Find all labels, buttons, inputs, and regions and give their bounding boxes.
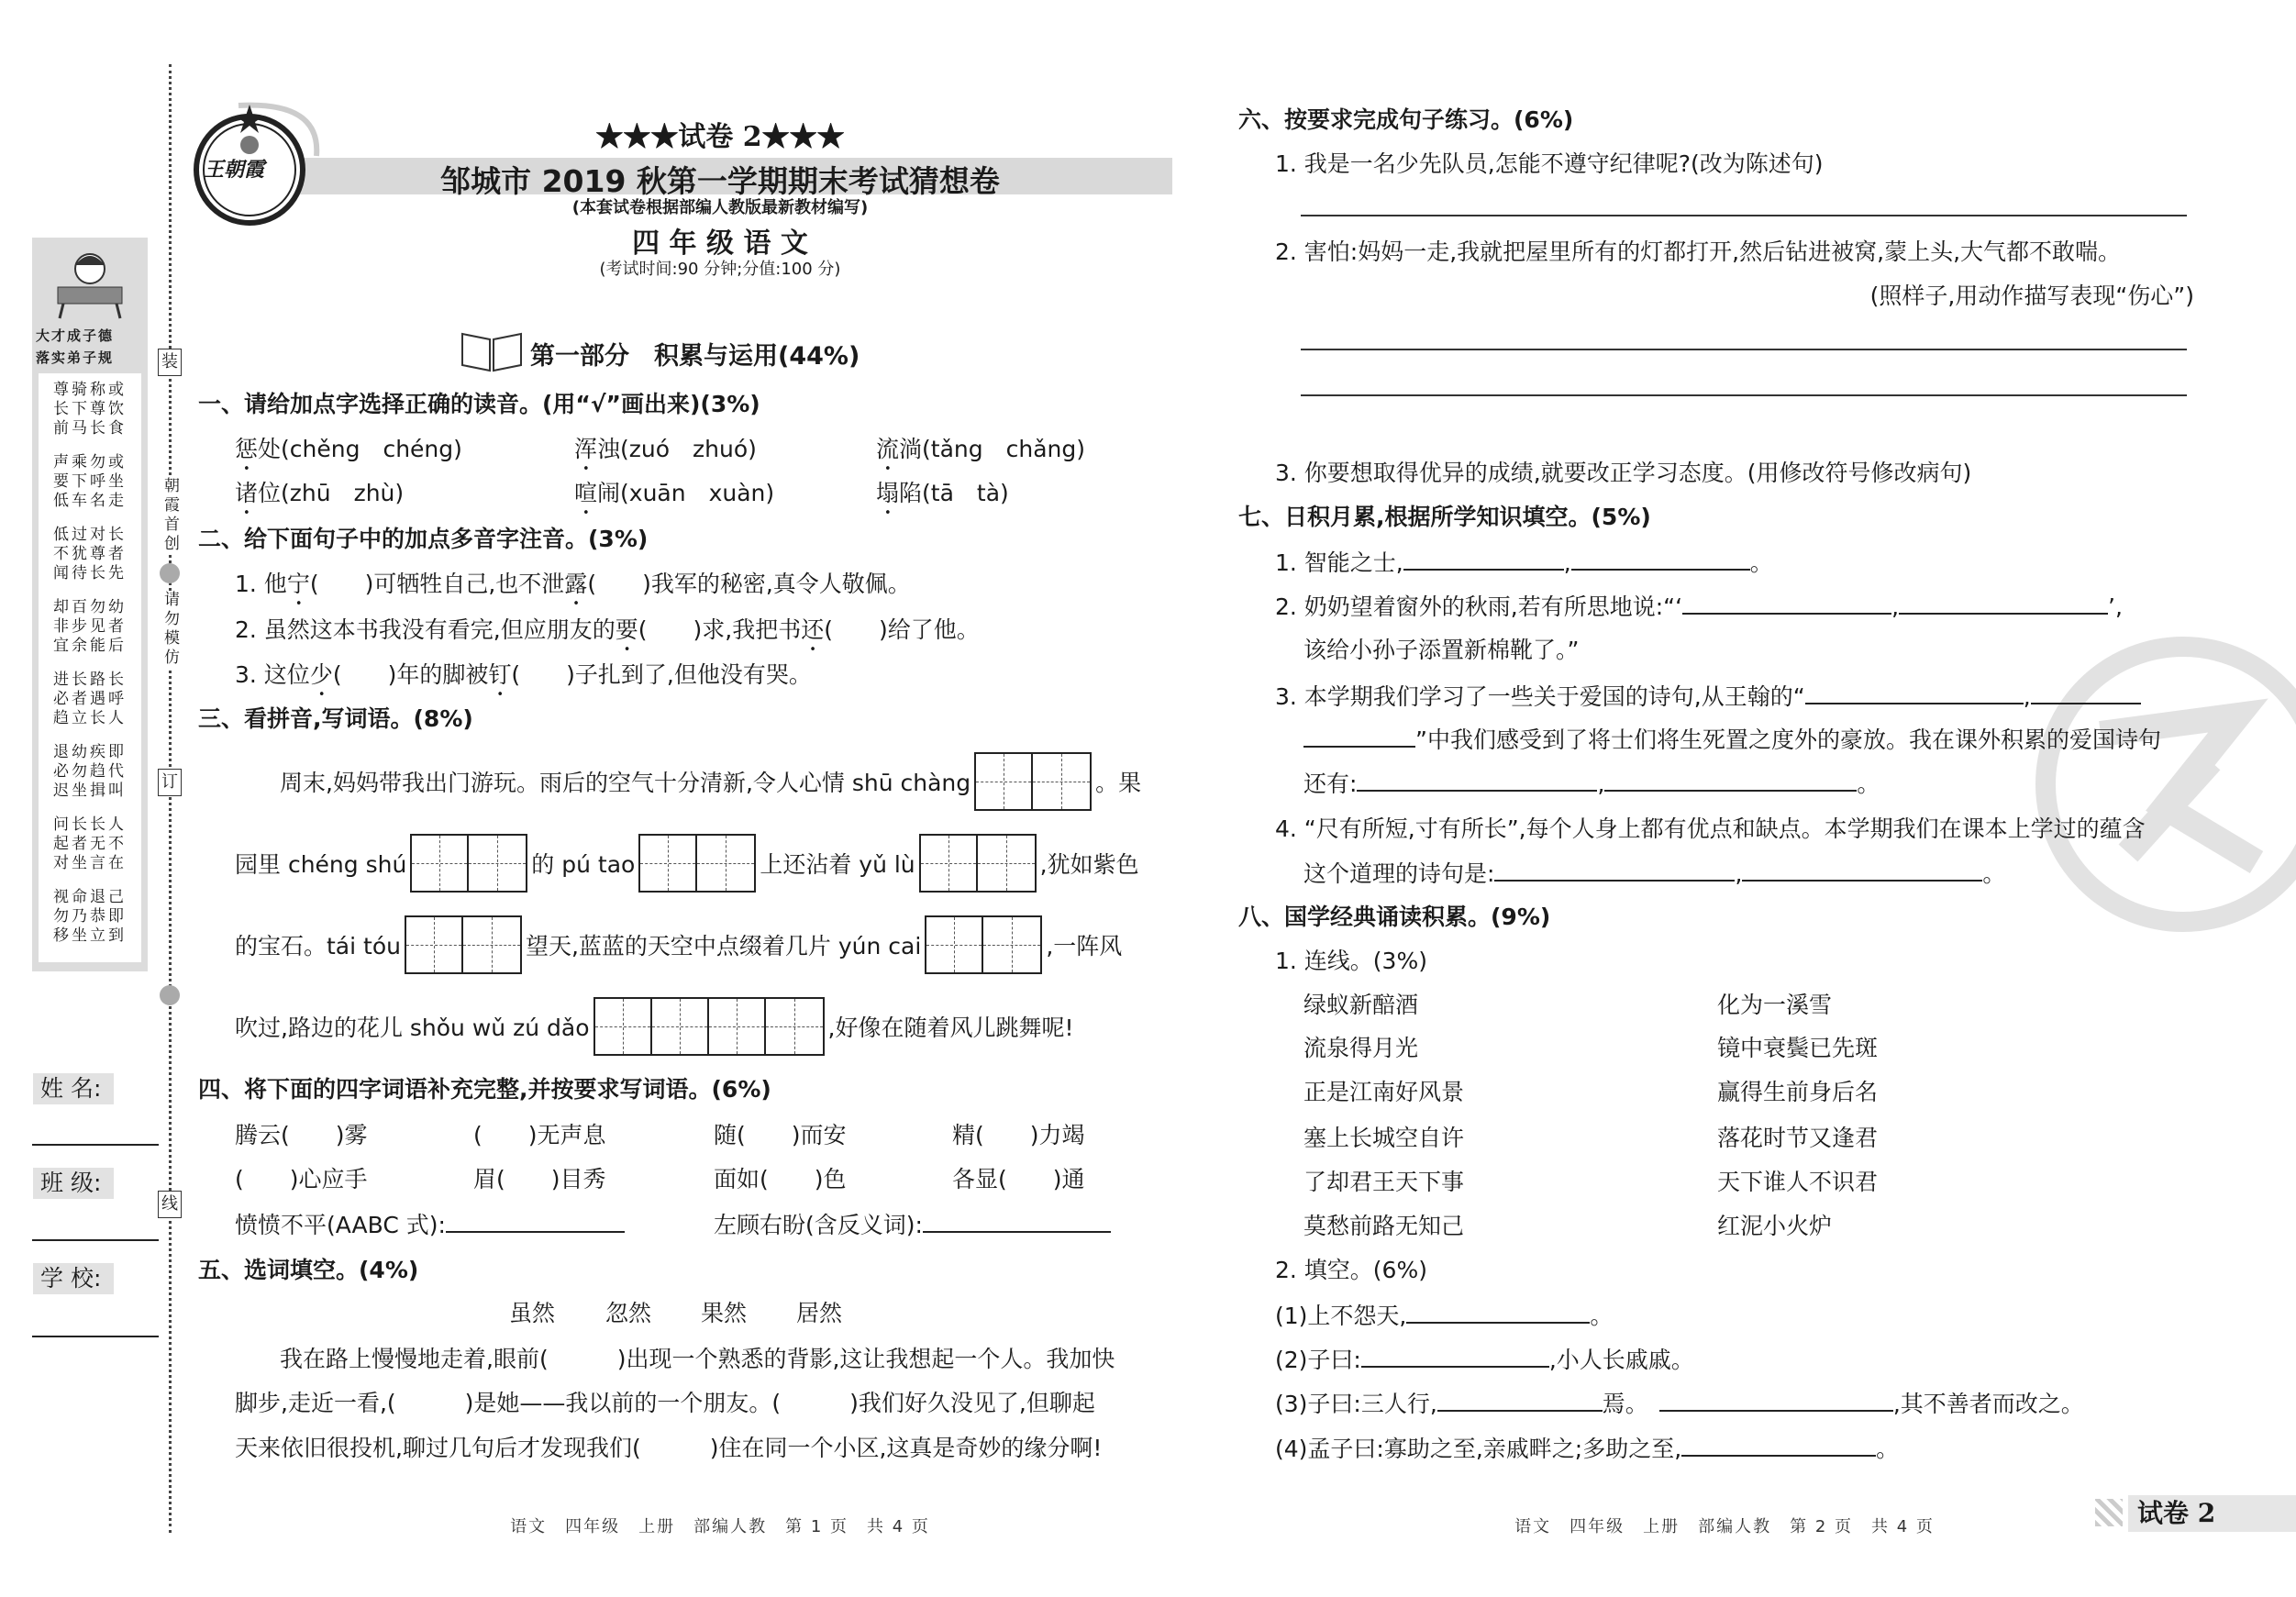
name-label: 姓 名: [33, 1073, 114, 1104]
answer-blank[interactable] [1303, 724, 1415, 748]
accumulation-q3 [1275, 681, 2141, 713]
page-footer-right: 语文 四年级 上册 部编人教 第 2 页 共 4 页 [1514, 1517, 1935, 1536]
text: 左顾右盼(含反义词): [714, 1212, 923, 1238]
classic-fill-4 [1275, 1433, 1899, 1465]
answer-blank[interactable] [1899, 591, 2108, 615]
name-field[interactable] [32, 1144, 159, 1146]
answer-blank[interactable] [1357, 768, 1597, 792]
section-7-title: 七、日积月累,根据所学知识填空。(5%) [1238, 504, 1651, 530]
text: 3. 这位 [235, 661, 310, 688]
logo-mark-icon [160, 985, 180, 1005]
answer-blank[interactable] [923, 1209, 1111, 1233]
match-right-item[interactable]: 化为一溪雪 [1717, 992, 1833, 1018]
exam-title: 邹城市 2019 秋第一学期期末考试猜想卷 [440, 163, 1000, 199]
idiom-aabc-question [235, 1209, 625, 1241]
text: 吹过,路边的花儿 shǒu wǔ zú dǎo [235, 1015, 590, 1041]
text: ,一阵风 [1046, 933, 1123, 959]
answer-grid-4[interactable] [593, 997, 825, 1056]
slogan-1: 大才成子德 [36, 327, 115, 344]
classic-fill-1 [1275, 1300, 1613, 1332]
dotted-char: 喧 [574, 480, 598, 506]
text: 这个道理的诗句是: [1303, 860, 1495, 887]
dotted-char: 宁 [286, 571, 310, 597]
class-label: 班 级: [33, 1168, 114, 1199]
choice-options: 浊(zuó zhuó) [597, 436, 757, 462]
idiom-item[interactable]: 腾云( )雾 [235, 1122, 368, 1148]
couplet-line: 前马长食 [53, 419, 127, 438]
answer-blank[interactable] [1361, 1344, 1549, 1368]
sentence-question-2: 2. 害怕:妈妈一走,我就把屋里所有的灯都打开,然后钻进被窝,蒙上头,大气都不敢喘。 [1275, 238, 2122, 265]
couplet-line: 闻待长先 [53, 564, 127, 582]
text: 1. 他 [235, 571, 287, 597]
couplet-line: 迟坐揖叫 [53, 782, 127, 800]
text: ( )我军的秘密,真令人敬佩。 [587, 571, 911, 597]
couplet-line: 声乘勿或 [53, 453, 127, 471]
pinyin-choice-item[interactable] [876, 478, 1009, 520]
match-left-item[interactable]: 正是江南好风景 [1303, 1079, 1465, 1105]
idiom-item[interactable]: 各显( )通 [952, 1166, 1085, 1192]
couplet-line: 勿乃恭即 [53, 907, 127, 926]
couplet-line: 宜余能后 [53, 637, 127, 655]
couplet-line: 退幼疾即 [53, 743, 127, 761]
pinyin-paragraph-line [235, 834, 1139, 893]
couplet-line: 长下尊饮 [53, 400, 127, 418]
exam-info: (考试时间:90 分钟;分值:100 分) [599, 260, 841, 279]
fill-paragraph-line[interactable]: 我在路上慢慢地走着,眼前( )出现一个熟悉的背影,这让我想起一个人。我加快 [280, 1346, 1115, 1372]
text: 2. 奶奶望着窗外的秋雨,若有所思地说:“‘ [1275, 593, 1683, 620]
text: (1)上不怨天, [1275, 1303, 1407, 1329]
word-option: 虽然 [509, 1300, 556, 1326]
answer-grid-2[interactable] [925, 915, 1042, 974]
text: 周末,妈妈带我出门游玩。雨后的空气十分清新,令人心情 shū chàng [280, 770, 971, 796]
answer-blank[interactable] [1742, 858, 1982, 882]
page-footer-left: 语文 四年级 上册 部编人教 第 1 页 共 4 页 [510, 1517, 930, 1536]
dizigui-text [39, 373, 141, 962]
idiom-item[interactable]: 随( )而安 [714, 1122, 847, 1148]
idiom-item[interactable]: 精( )力竭 [952, 1122, 1085, 1148]
text: ”中我们感受到了将士们将生死置之度外的豪放。我在课外积累的爱国诗句 [1415, 726, 2161, 753]
match-left-item[interactable]: 流泉得月光 [1303, 1035, 1419, 1061]
binding-note-1: 朝霞首创 [159, 477, 182, 554]
text: ( )可牺牲自己,也不泄 [309, 571, 565, 597]
idiom-item[interactable]: 眉( )目秀 [473, 1166, 606, 1192]
polyphone-question-1[interactable] [235, 569, 911, 611]
pinyin-choice-item[interactable] [235, 478, 404, 520]
match-right-item[interactable]: 赢得生前身后名 [1717, 1079, 1879, 1105]
brand-logo-text: 王朝霞 [204, 159, 265, 182]
corner-pattern [2095, 1499, 2123, 1526]
couplet-line: 尊骑称或 [53, 381, 127, 399]
text: 2. 虽然这本书我没有看完,但应朋友的 [235, 616, 616, 643]
text: 还有: [1303, 771, 1358, 797]
logo-mark-icon [160, 563, 180, 583]
couplet-line: 趋立长人 [53, 709, 127, 727]
text: 园里 chéng shú [235, 851, 407, 878]
part-one-heading: 第一部分 积累与运用(44%) [530, 342, 860, 371]
dotted-char: 钉 [488, 661, 512, 688]
text: 焉。 [1602, 1391, 1648, 1417]
answer-blank[interactable] [1571, 547, 1750, 571]
pinyin-choice-item[interactable] [574, 434, 757, 476]
binding-mark-zhuang: 装 [158, 349, 182, 376]
answer-grid-2[interactable] [919, 834, 1037, 893]
text: 。 [1876, 1436, 1900, 1462]
subject-title: 四 年 级 语 文 [632, 227, 808, 260]
accumulation-q1 [1275, 547, 1773, 579]
answer-blank[interactable] [1604, 768, 1857, 792]
text: ,犹如紫色 [1039, 851, 1139, 878]
word-option: 居然 [796, 1300, 843, 1326]
text: , [1563, 549, 1571, 576]
text: 。 [1982, 860, 2006, 887]
text: 1. 智能之士, [1275, 549, 1403, 576]
text: 。 [1749, 549, 1773, 576]
answer-line[interactable] [1301, 215, 2187, 216]
slogan-2: 落实弟子规 [36, 349, 115, 366]
text: ( )年的脚被 [332, 661, 489, 688]
dotted-char: 塌 [876, 480, 900, 506]
match-left-item[interactable]: 绿蚁新醅酒 [1303, 992, 1419, 1018]
text: 。 [1857, 771, 1880, 797]
sentence-question-2-hint: (照样子,用动作描写表现“伤心”) [1869, 283, 2194, 309]
dotted-char: 流 [876, 436, 900, 462]
match-left-item[interactable]: 莫愁前路无知己 [1303, 1213, 1465, 1239]
dotted-char: 要 [615, 616, 638, 643]
binding-mark-ding: 订 [158, 769, 182, 796]
section-2-title: 二、给下面句子中的加点多音字注音。(3%) [198, 526, 649, 552]
seal-watermark-icon [2027, 624, 2296, 936]
section-8-title: 八、国学经典诵读积累。(9%) [1238, 904, 1551, 930]
text: 的宝石。tái tóu [235, 933, 401, 959]
couplet-line: 进长路长 [53, 671, 127, 689]
school-label: 学 校: [33, 1263, 114, 1294]
text: 。 [1590, 1303, 1614, 1329]
sentence-question-1: 1. 我是一名少先队员,怎能不遵守纪律呢?(改为陈述句) [1275, 150, 1824, 177]
match-right-item[interactable]: 镜中衰鬓已先斑 [1717, 1035, 1879, 1061]
binding-note-2: 请勿模仿 [159, 591, 182, 668]
binding-line [169, 64, 172, 1533]
class-field[interactable] [32, 1239, 159, 1241]
dotted-char: 还 [801, 616, 825, 643]
couplet-line: 低车名走 [53, 492, 127, 510]
school-field[interactable] [32, 1336, 159, 1337]
open-book-icon [459, 327, 525, 374]
accumulation-q4-cont [1303, 858, 2005, 890]
section-3-title: 三、看拼音,写词语。(8%) [198, 705, 473, 732]
text: ( )子扎到了,但他没有哭。 [511, 661, 812, 688]
couplet-line: 却百勿幼 [53, 598, 127, 616]
section-4-title: 四、将下面的四字词语补充完整,并按要求写词语。(6%) [198, 1076, 771, 1103]
section-6-title: 六、按要求完成句子练习。(6%) [1238, 106, 1574, 133]
idiom-item[interactable]: ( )心应手 [235, 1166, 368, 1192]
couplet-line: 不犹尊者 [53, 545, 127, 563]
text: ,好像在随着风儿跳舞呢! [827, 1015, 1074, 1041]
pinyin-paragraph-line [280, 752, 1141, 811]
paper-number: ★★★试卷 2★★★ [595, 121, 845, 153]
answer-blank[interactable] [1805, 681, 2024, 704]
matching-subtitle: 1. 连线。(3%) [1275, 948, 1427, 974]
answer-blank[interactable] [1681, 1433, 1876, 1457]
text: , [2023, 683, 2031, 710]
answer-blank[interactable] [1659, 1388, 1893, 1412]
couplet-line: 要下呼坐 [53, 472, 127, 491]
accumulation-q4: 4. “尺有所短,寸有所长”,每个人身上都有优点和缺点。本学期我们在课本上学过的蕴含 [1275, 815, 2146, 842]
answer-blank[interactable] [1403, 547, 1564, 571]
choice-options: 淌(tǎng chǎng) [899, 436, 1085, 462]
couplet-line: 起者无不 [53, 835, 127, 853]
couplet-line: 必者遇呼 [53, 690, 127, 708]
answer-blank[interactable] [1437, 1388, 1603, 1412]
section-1-title: 一、请给加点字选择正确的读音。(用“√”画出来)(3%) [198, 391, 760, 417]
text: 望天,蓝蓝的天空中点缀着几片 yún cai [525, 933, 922, 959]
match-right-item[interactable]: 红泥小火炉 [1717, 1213, 1833, 1239]
dotted-char: 露 [564, 571, 588, 597]
dotted-char: 浑 [574, 436, 598, 462]
answer-line[interactable] [1301, 349, 2187, 350]
match-right-item[interactable]: 天下谁人不识君 [1717, 1169, 1879, 1195]
word-option: 忽然 [605, 1300, 652, 1326]
match-left-item[interactable]: 塞上长城空自许 [1303, 1125, 1465, 1151]
couplet-line: 移坐立到 [53, 926, 127, 945]
answer-blank[interactable] [1682, 591, 1891, 615]
answer-grid-2[interactable] [410, 834, 527, 893]
choice-options: 闹(xuān xuàn) [597, 480, 775, 506]
dotted-char: 惩 [235, 436, 259, 462]
polyphone-question-2[interactable] [235, 615, 980, 657]
idiom-item[interactable]: ( )无声息 [473, 1122, 606, 1148]
text: 愤愤不平(AABC 式): [235, 1212, 446, 1238]
answer-grid-2[interactable] [638, 834, 756, 893]
text: ( )给了他。 [824, 616, 980, 643]
text: ,小人长戚戚。 [1548, 1347, 1694, 1373]
couplet-line: 对坐言在 [53, 854, 127, 872]
answer-blank[interactable] [1406, 1300, 1590, 1324]
text: (2)子曰: [1275, 1347, 1361, 1373]
couplet-line: 视命退己 [53, 888, 127, 906]
accumulation-q3-more [1303, 768, 1880, 800]
dotted-char: 诸 [235, 480, 259, 506]
sentence-question-3: 3. 你要想取得优异的成绩,就要改正学习态度。(用修改符号修改病句) [1275, 460, 1972, 486]
answer-grid-2[interactable] [405, 915, 522, 974]
polyphone-question-3[interactable] [235, 660, 812, 702]
choice-options: 处(chěng chéng) [258, 436, 462, 462]
accumulation-q2 [1275, 591, 2123, 623]
text: 。果 [1095, 770, 1142, 796]
text: ( )求,我把书 [638, 616, 802, 643]
couplet-line: 非步见者 [53, 617, 127, 636]
pinyin-choice-item[interactable] [876, 434, 1085, 476]
pinyin-choice-item[interactable] [235, 434, 462, 476]
pinyin-paragraph-line [235, 997, 1073, 1056]
text: (4)孟子曰:寡助之至,亲戚畔之;多助之至, [1275, 1436, 1682, 1462]
text: , [1597, 771, 1605, 797]
word-option: 果然 [701, 1300, 748, 1326]
answer-blank[interactable] [446, 1209, 625, 1233]
classic-fill-2 [1275, 1344, 1694, 1376]
fill-paragraph-line[interactable]: 脚步,走近一看,( )是她——我以前的一个朋友。( )我们好久没见了,但聊起 [235, 1390, 1095, 1416]
answer-blank[interactable] [1494, 858, 1735, 882]
choice-options: 位(zhū zhù) [258, 480, 405, 506]
paper-number-tab: 试卷 2 [2128, 1495, 2296, 1532]
idiom-antonym-question [714, 1209, 1111, 1241]
classic-fill-3 [1275, 1388, 2084, 1420]
pinyin-paragraph-line [235, 915, 1122, 974]
text: 的 pú tao [531, 851, 636, 878]
answer-grid-2[interactable] [974, 752, 1092, 811]
fill-paragraph-line[interactable]: 天来依旧很投机,聊过几句后才发现我们( )住在同一个小区,这真是奇妙的缘分啊! [235, 1435, 1103, 1461]
idiom-item[interactable]: 面如( )色 [714, 1166, 847, 1192]
text: ’, [2108, 593, 2123, 620]
match-right-item[interactable]: 落花时节又逢君 [1717, 1125, 1879, 1151]
text: (3)子曰:三人行, [1275, 1391, 1437, 1417]
fill-subtitle: 2. 填空。(6%) [1275, 1257, 1427, 1283]
text: 3. 本学期我们学习了一些关于爱国的诗句,从王翰的“ [1275, 683, 1805, 710]
text: ,其不善者而改之。 [1892, 1391, 2084, 1417]
text: 上还沾着 yǔ lù [760, 851, 915, 878]
binding-mark-xian: 线 [158, 1191, 182, 1218]
text: , [1735, 860, 1743, 887]
text: , [1891, 593, 1900, 620]
couplet-line: 必勿趋代 [53, 762, 127, 781]
exam-subtitle: (本套试卷根据部编人教版最新教材编写) [571, 198, 869, 217]
couplet-line: 低过对长 [53, 526, 127, 544]
choice-options: 陷(tā tà) [899, 480, 1009, 506]
sidebar-panel [32, 238, 148, 971]
accumulation-q3-cont [1303, 724, 2161, 756]
answer-line[interactable] [1301, 394, 2187, 396]
answer-blank[interactable] [2031, 681, 2141, 704]
accumulation-q2-cont: 该给小孙子添置新棉靴了。” [1303, 637, 1580, 663]
dotted-char: 少 [309, 661, 333, 688]
couplet-line: 问长长人 [53, 815, 127, 834]
pinyin-choice-item[interactable] [574, 478, 774, 520]
section-5-title: 五、选词填空。(4%) [198, 1257, 419, 1283]
match-left-item[interactable]: 了却君王天下事 [1303, 1169, 1465, 1195]
